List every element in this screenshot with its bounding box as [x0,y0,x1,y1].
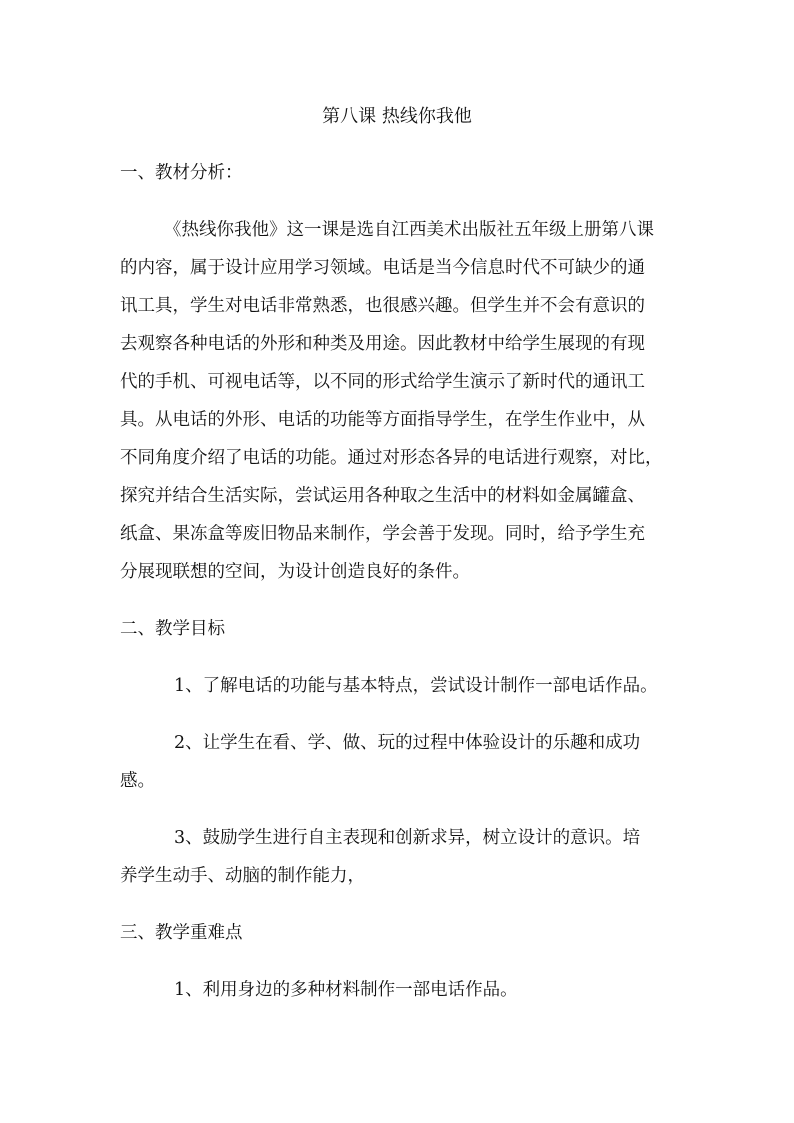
paragraph-line: 讯工具，学生对电话非常熟悉，也很感兴趣。但学生并不会有意识的 [120,296,645,316]
objective-item-3-line-2: 养学生动手、动脑的制作能力， [120,866,365,886]
objective-item-2-line-2: 感。 [120,771,155,791]
key-point-item-1: 1、利用身边的多种材料制作一部电话作品。 [174,980,518,1000]
objective-item-1: 1、了解电话的功能与基本特点，尝试设计制作一部电话作品。 [174,676,658,696]
paragraph-line: 的内容，属于设计应用学习领域。电话是当今信息时代不可缺少的通 [120,258,645,278]
section-heading-teaching-objectives: 二、教学目标 [120,619,225,639]
paragraph-line: 探究并结合生活实际，尝试运用各种取之生活中的材料如金属罐盒、 [120,486,645,506]
paragraph-line: 不同角度介绍了电话的功能。通过对形态各异的电话进行观察，对比， [120,448,663,468]
section-heading-key-difficulties: 三、教学重难点 [120,923,243,943]
paragraph-line: 具。从电话的外形、电话的功能等方面指导学生，在学生作业中，从 [120,410,645,430]
lesson-title: 第八课 热线你我他 [322,106,472,127]
paragraph-line: 纸盒、果冻盒等废旧物品来制作，学会善于发现。同时，给予学生充 [120,524,645,544]
objective-item-3-line-1: 3、鼓励学生进行自主表现和创新求异，树立设计的意识。培 [174,828,641,848]
objective-item-2-line-1: 2、让学生在看、学、做、玩的过程中体验设计的乐趣和成功 [174,733,641,753]
paragraph-line: 《热线你我他》这一课是选自江西美术出版社五年级上册第八课 [164,220,654,240]
section-heading-textbook-analysis: 一、教材分析： [120,163,243,183]
paragraph-line: 分展现联想的空间，为设计创造良好的条件。 [120,562,470,582]
paragraph-line: 代的手机、可视电话等，以不同的形式给学生演示了新时代的通讯工 [120,372,645,392]
paragraph-line: 去观察各种电话的外形和种类及用途。因此教材中给学生展现的有现 [120,334,645,354]
